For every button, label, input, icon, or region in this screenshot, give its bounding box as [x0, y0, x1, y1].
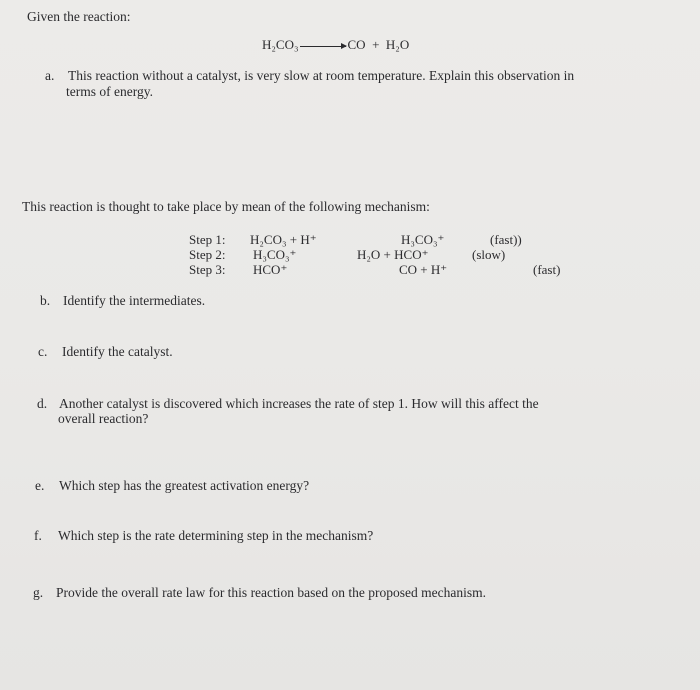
question-e-text: Which step has the greatest activation energy?	[59, 478, 310, 493]
question-d-label: d.	[37, 396, 48, 411]
step-3-products: CO + H⁺	[399, 262, 448, 277]
question-f-text: Which step is the rate determining step in the mechanism?	[58, 528, 374, 543]
question-c-label: c.	[38, 344, 48, 359]
step-2-speed: (slow)	[472, 247, 506, 262]
reactant: H₂CO₃	[262, 37, 299, 52]
product-co: CO	[347, 37, 366, 52]
plus-sign: +	[372, 37, 380, 52]
step-1-products: H₃CO₃⁺	[401, 232, 445, 247]
overall-reaction	[262, 37, 409, 53]
mechanism-intro: This reaction is thought to take place by mean of the following mechanism:	[22, 199, 430, 214]
step-2-reactants: H₃CO₃⁺	[253, 247, 297, 262]
step-2-products: H₂O + HCO⁺	[357, 247, 429, 262]
question-f-label: f.	[34, 528, 42, 543]
question-e-label: e.	[35, 478, 45, 493]
question-d-line1: Another catalyst is discovered which increases the rate of step 1. How will this affect the	[59, 396, 539, 411]
step-1-speed: (fast))	[490, 232, 522, 247]
question-c-text: Identify the catalyst.	[62, 344, 173, 359]
question-g-text: Provide the overall rate law for this reaction based on the proposed mechanism.	[56, 585, 486, 600]
reaction-arrow-icon	[300, 46, 346, 47]
question-a-label: a.	[45, 68, 55, 83]
intro-text: Given the reaction:	[27, 9, 131, 24]
step-3-reactants: HCO⁺	[253, 262, 288, 277]
question-g-label: g.	[33, 585, 44, 600]
product-water: H₂O	[385, 37, 410, 52]
question-a-line1: This reaction without a catalyst, is very slow at room temperature. Explain this observation in	[68, 68, 575, 83]
question-b-label: b.	[40, 293, 51, 308]
step-3-label: Step 3:	[189, 262, 226, 277]
step-1-reactants: H₂CO₃ + H⁺	[250, 232, 317, 247]
question-d-line2: overall reaction?	[58, 411, 149, 426]
step-2-label: Step 2:	[189, 247, 226, 262]
step-3-speed: (fast)	[533, 262, 561, 277]
question-b-text: Identify the intermediates.	[63, 293, 206, 308]
question-a-line2: terms of energy.	[66, 84, 153, 99]
step-1-label: Step 1:	[189, 232, 226, 247]
